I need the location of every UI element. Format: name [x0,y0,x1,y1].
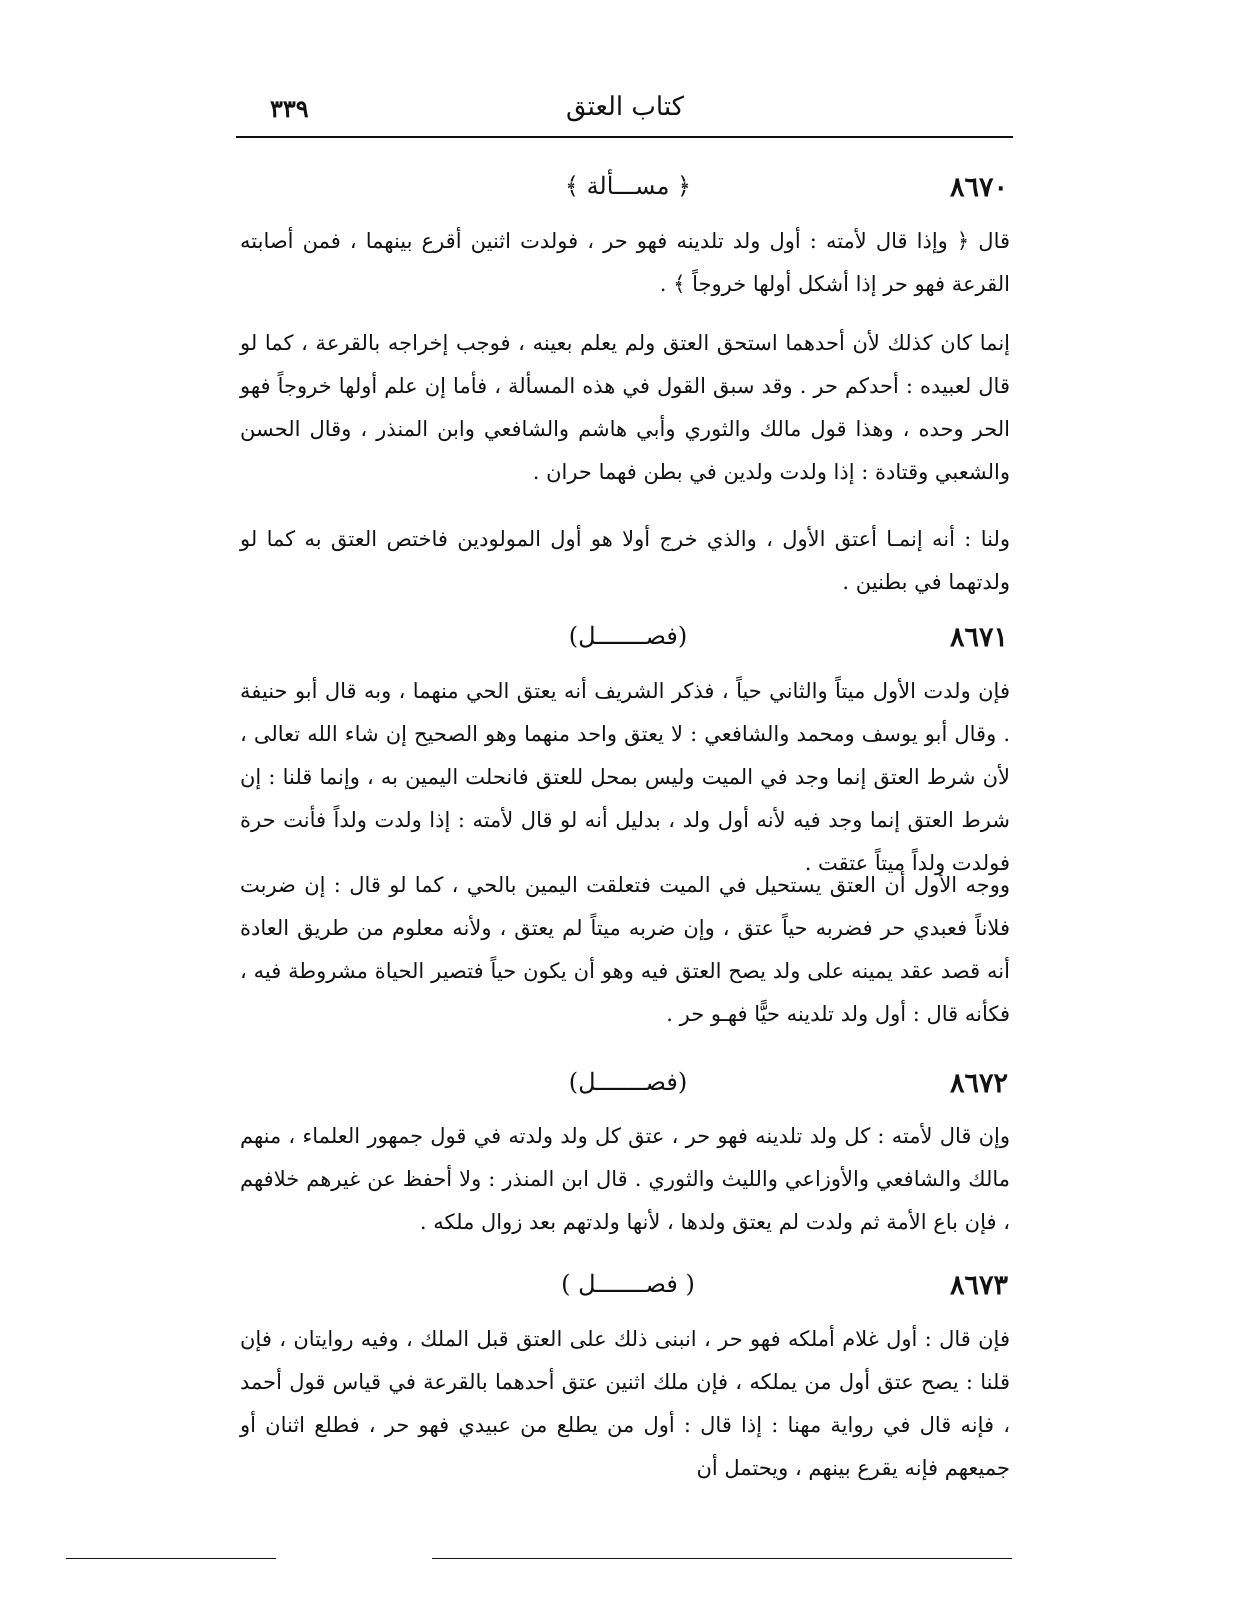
section-title: (فصـــــــل) [568,1068,688,1096]
footer-rule [432,1558,1012,1559]
section-title: ﴿ مســـألة ﴾ [564,172,692,200]
page-header [240,86,1010,136]
paragraph: وإن قال لأمته : كل ولد تلدينه فهو حر ، عتق كل ولد ولدته في قول جمهور العلماء ، منهم مالك والشافعي والأوزاعي والليث والثوري . قال ابن المنذر : ولا أحفظ عن غيرهم خلافهم ، فإن باع الأمة ثم ولدت لم يعتق ولدها ، لأنها ولدتهم بعد زوال ملكه . [240,1124,1010,1234]
section-number: ٨٦٧١ [949,622,1008,653]
section-number: ٨٦٧٣ [949,1270,1008,1301]
paragraph: فإن قال : أول غلام أملكه فهو حر ، انبنى ذلك على العتق قبل الملك ، وفيه روايتان ، فإن قلنا : يصح عتق أول من يملكه ، فإن ملك اثنين عتق أحدهما بالقرعة في قياس قول أحمد ، فإنه قال في رواية مهنا : إذا قال : أول من يطلع من عبيدي فهو حر ، فطلع اثنان أو جميعهم فإنه يقرع بينهم ، ويحتمل أن [240,1327,1010,1480]
footer-rule [66,1558,276,1559]
section-title: ( فصـــــــل ) [561,1270,695,1298]
section-heading [238,1066,1008,1106]
paragraph: قال ﴿ وإذا قال لأمته : أول ولد تلدينه فهو حر ، فولدت اثنين أقرع بينهما ، فمن أصابته القرعة فهو حر إذا أشكل أولها خروجاً ﴾ . [240,229,1010,296]
paragraph: فإن ولدت الأول ميتاً والثاني حياً ، فذكر الشريف أنه يعتق الحي منهما ، وبه قال أبو حنيفة . وقال أبو يوسف ومحمد والشافعي : لا يعتق واحد منهما وهو الصحيح إن شاء الله تعالى ، لأن شرط العتق إنما وجد في الميت وليس بمحل للعتق فانحلت اليمين به ، وإنما قلنا : إن شرط العتق إنما وجد فيه لأنه أول ولد ، بدليل أنه لو قال لأمته : إذا ولدت ولداً فأنت حرة فولدت ولداً ميتاً عتقت . [240,679,1010,875]
section-heading [238,1268,1008,1308]
paragraph: ووجه الأول أن العتق يستحيل في الميت فتعلقت اليمين بالحي ، كما لو قال : إن ضربت فلاناً فعبدي حر فضربه حياً عتق ، وإن ضربه ميتاً لم يعتق ، ولأنه معلوم من طريق العادة أنه قصد عقد يمينه على ولد يصح العتق فيه وهو أن يكون حياً فتصير الحياة مشروطة فيه ، فكأنه قال : أول ولد تلدينه حيًّا فهـو حر . [240,873,1010,1026]
page-number: ٣٣٩ [270,94,309,123]
running-title: كتاب العتق [565,92,685,122]
section-heading [238,620,1008,660]
paragraph: إنما كان كذلك لأن أحدهما استحق العتق ولم يعلم بعينه ، فوجب إخراجه بالقرعة ، كما لو قال لعبيده : أحدكم حر . وقد سبق القول في هذه المسألة ، فأما إن علم أولها خروجاً فهو الحر وحده ، وهذا قول مالك والثوري وأبي هاشم والشافعي وابن المنذر ، وقال الحسن والشعبي وقتادة : إذا ولدت ولدين في بطن فهما حران . [240,331,1010,484]
section-title: (فصـــــــل) [568,622,688,650]
section-heading [238,170,1008,210]
section-number: ٨٦٧٠ [949,172,1008,203]
paragraph: ولنا : أنه إنمـا أعتق الأول ، والذي خرج أولا هو أول المولودين فاختص العتق به كما لو ولدتهما في بطنين . [240,527,1010,594]
section-number: ٨٦٧٢ [949,1068,1008,1099]
header-rule [236,136,1013,138]
